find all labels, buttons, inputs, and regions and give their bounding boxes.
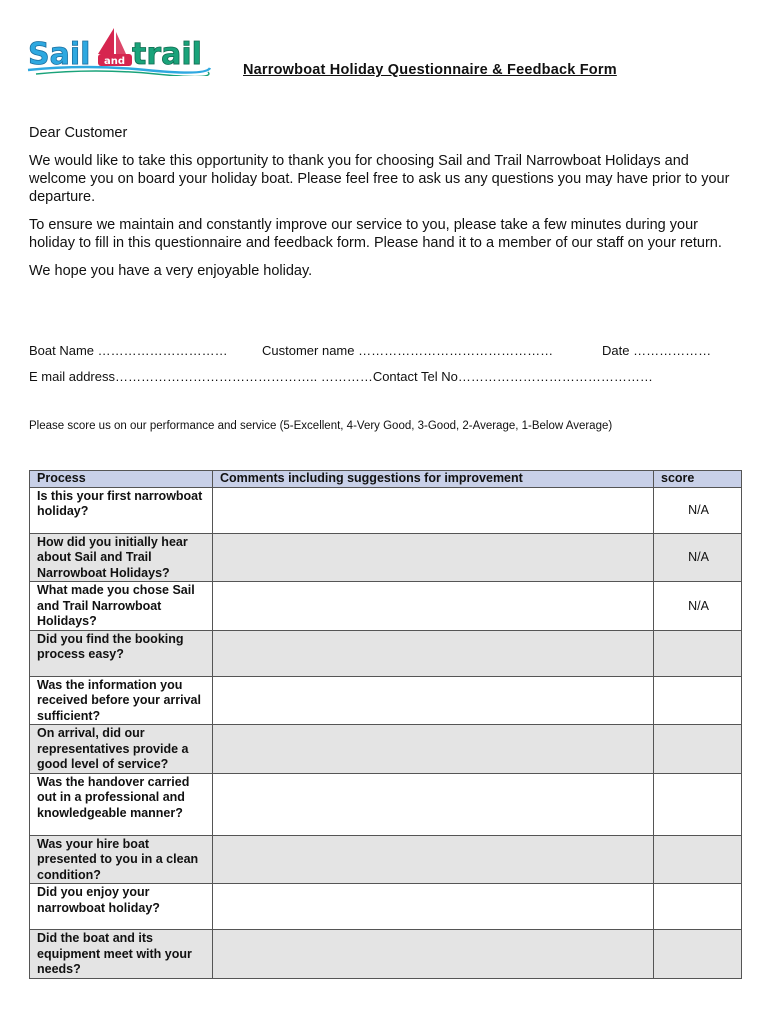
question: Was your hire boat presented to you in a clean condition? <box>30 835 213 884</box>
table-row <box>30 773 742 835</box>
score-cell[interactable]: N/A <box>654 582 742 631</box>
header-process: Process <box>30 471 213 488</box>
intro-paragraph-2: To ensure we maintain and constantly improve our service to you, please take a few minutes during your holiday to fill in this questionnaire and feedback form. Please hand it to a member of our staff on your return. <box>29 217 722 251</box>
comment-cell[interactable] <box>213 773 654 835</box>
question: What made you chose Sail and Trail Narrowboat Holidays? <box>30 582 213 631</box>
question: Did the boat and its equipment meet with your needs? <box>30 930 213 979</box>
score-cell[interactable] <box>654 725 742 774</box>
table-row <box>30 884 742 930</box>
score-cell[interactable]: N/A <box>654 533 742 582</box>
intro-paragraph-3: We hope you have a very enjoyable holiday. <box>29 263 313 279</box>
email-and-phone-field[interactable]: E mail address……………………………………….. …………Contact Tel No……………………………………… <box>29 369 653 384</box>
header-comments: Comments including suggestions for improvement <box>213 471 654 488</box>
comment-cell[interactable] <box>213 487 654 533</box>
form-title: Narrowboat Holiday Questionnaire & Feedback Form <box>243 62 617 78</box>
comment-cell[interactable] <box>213 725 654 774</box>
customer-name-field[interactable]: Customer name ……………………………………… <box>262 343 554 358</box>
intro-paragraph-1: We would like to take this opportunity to thank you for choosing Sail and Trail Narrowboat Holidays and welcome you on board your holiday boat. Please feel free to ask us any questions you may have prior to your departure. <box>29 153 730 205</box>
score-cell[interactable] <box>654 884 742 930</box>
score-cell[interactable] <box>654 773 742 835</box>
greeting: Dear Customer <box>29 125 128 141</box>
score-cell[interactable] <box>654 676 742 725</box>
score-cell[interactable] <box>654 630 742 676</box>
feedback-table <box>29 470 742 979</box>
comment-cell[interactable] <box>213 533 654 582</box>
score-cell[interactable] <box>654 835 742 884</box>
table-row <box>30 835 742 884</box>
question: Did you enjoy your narrowboat holiday? <box>30 884 213 930</box>
comment-cell[interactable] <box>213 884 654 930</box>
sail-icon <box>98 28 114 54</box>
table-row <box>30 630 742 676</box>
comment-cell[interactable] <box>213 630 654 676</box>
score-cell[interactable] <box>654 930 742 979</box>
table-row <box>30 487 742 533</box>
comment-cell[interactable] <box>213 930 654 979</box>
question: Was the information you received before your arrival sufficient? <box>30 676 213 725</box>
question: Did you find the booking process easy? <box>30 630 213 676</box>
table-row <box>30 582 742 631</box>
logo-word-sail: Sail <box>28 37 91 72</box>
table-row <box>30 930 742 979</box>
comment-cell[interactable] <box>213 676 654 725</box>
sail-and-trail-logo <box>26 24 212 76</box>
comment-cell[interactable] <box>213 835 654 884</box>
question: On arrival, did our representatives provide a good level of service? <box>30 725 213 774</box>
comment-cell[interactable] <box>213 582 654 631</box>
logo-word-and: and <box>104 56 126 67</box>
intro-letter <box>29 124 747 290</box>
question: Was the handover carried out in a professional and knowledgeable manner? <box>30 773 213 835</box>
table-row <box>30 533 742 582</box>
boat-name-field[interactable]: Boat Name ………………………… <box>29 343 228 358</box>
score-instructions: Please score us on our performance and service (5-Excellent, 4-Very Good, 3-Good, 2-Average, 1-Below Average) <box>29 420 613 432</box>
question: How did you initially hear about Sail and Trail Narrowboat Holidays? <box>30 533 213 582</box>
header-score: score <box>654 471 742 488</box>
score-cell[interactable]: N/A <box>654 487 742 533</box>
logo-word-trail: trail <box>132 37 202 72</box>
table-row <box>30 725 742 774</box>
table-header-row <box>30 471 742 488</box>
table-row <box>30 676 742 725</box>
question: Is this your first narrowboat holiday? <box>30 487 213 533</box>
date-field[interactable]: Date ……………… <box>602 343 712 358</box>
